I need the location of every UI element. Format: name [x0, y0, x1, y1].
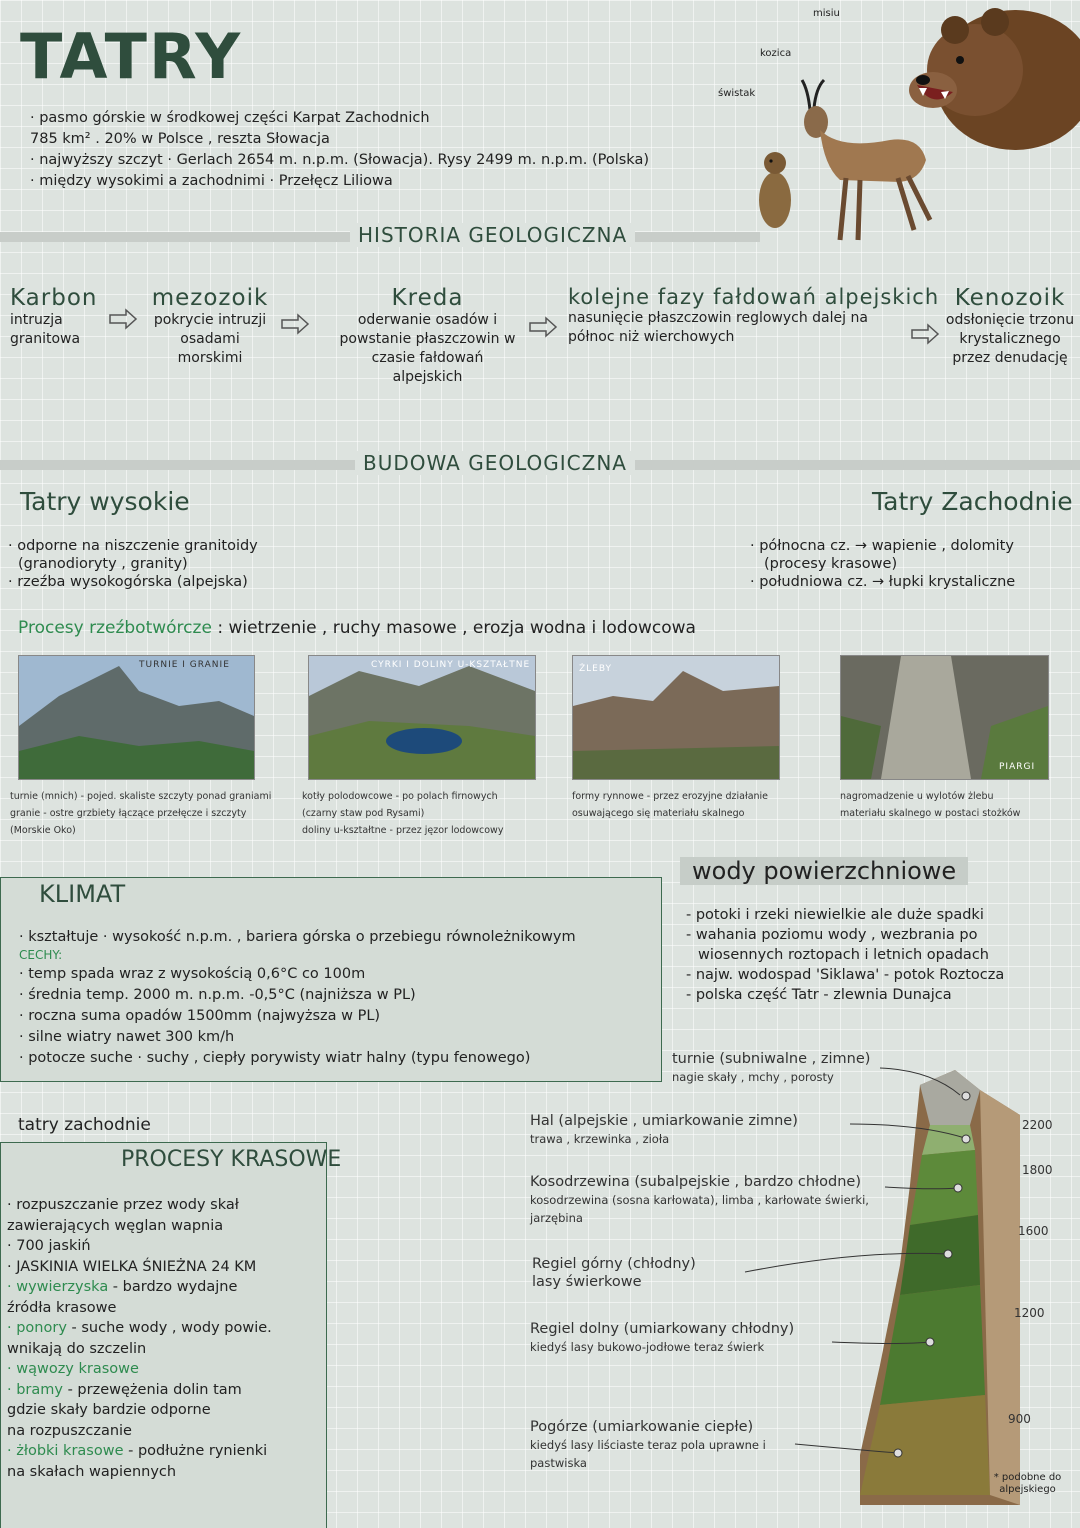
karst-desc: - przewężenia dolin tam — [62, 1381, 242, 1398]
zone-desc: trawa , krzewinka , zioła — [530, 1132, 670, 1146]
arrow-right-icon — [280, 313, 310, 335]
chamois-image — [780, 70, 940, 250]
era-desc: odsłonięcie trzonu krystalicznego przez denudację — [945, 312, 1075, 366]
photo-label: TURNIE I GRANIE — [139, 660, 230, 670]
caption-zleby — [572, 788, 802, 822]
karst-term: · wąwozy krasowe — [7, 1361, 139, 1377]
photo-label: CYRKI I DOLINY U-KSZTAŁTNE — [371, 660, 531, 670]
high-tatras-list — [8, 537, 258, 591]
marmot-image — [755, 145, 795, 230]
bear-label: misiu — [813, 8, 840, 19]
caption-line: granie - ostre grzbiety łączące przełęcze i szczyty — [10, 808, 247, 819]
processes-line — [18, 618, 696, 638]
intro-line: · najwyższy szczyt · Gerlach 2654 m. n.p.m. (Słowacja). Rysy 2499 m. n.p.m. (Polska) — [30, 152, 649, 168]
karst-box — [0, 1142, 342, 1528]
zone-name: turnie (subniwalne , zimne) — [672, 1051, 871, 1067]
zone-name: Regiel dolny (umiarkowany chłodny) — [530, 1321, 795, 1337]
waters-list — [686, 905, 1004, 1005]
list-item — [7, 1400, 272, 1421]
photo-label: ŻLEBY — [579, 664, 613, 674]
zone-name: Kosodrzewina (subalpejskie , bardzo chłodne) — [530, 1174, 861, 1190]
karst-desc: - bardzo wydajne — [108, 1279, 238, 1295]
list-item: · silne wiatry nawet 300 km/h — [19, 1029, 235, 1045]
karst-term: · żłobki krasowe — [7, 1443, 124, 1459]
caption-line: materiału skalnego w postaci stożków — [840, 808, 1021, 819]
arrow-right-icon — [108, 308, 138, 330]
list-item: · południowa cz. → łupki krystaliczne — [750, 574, 1016, 590]
processes-text: : wietrzenie , ruchy masowe , erozja wodna i lodowcowa — [217, 618, 696, 638]
climate-cechy: CECHY: — [19, 948, 63, 962]
photo-turnie — [18, 655, 255, 780]
zone-hale — [530, 1112, 798, 1148]
intro-list — [30, 108, 649, 192]
list-item — [7, 1441, 272, 1462]
list-item: - polska część Tatr - zlewnia Dunajca — [686, 987, 952, 1003]
west-tatras-title: Tatry Zachodnie — [872, 487, 1073, 516]
caption-line: kotły polodowcowe - po polach firnowych — [302, 791, 498, 802]
caption-turnie — [10, 788, 300, 839]
zone-turnie — [672, 1050, 870, 1086]
karst-subtitle: tatry zachodnie — [18, 1115, 151, 1135]
caption-line: (Morskie Oko) — [10, 825, 76, 836]
list-item — [7, 1318, 272, 1339]
altitude-label: 1600 — [1018, 1224, 1049, 1238]
list-item — [7, 1298, 272, 1319]
arrow-right-icon — [910, 323, 940, 345]
list-item: wiosennych roztopach i letnich opadach — [698, 947, 989, 963]
list-item: · temp spada wraz z wysokością 0,6°C co 100m — [19, 966, 366, 982]
list-item: · północna cz. → wapienie , dolomity — [750, 538, 1014, 554]
arrow-right-icon — [528, 316, 558, 338]
marmot-label: świstak — [718, 88, 756, 99]
karst-title: PROCESY KRASOWE — [121, 1147, 342, 1172]
zone-desc: kiedyś lasy liściaste teraz pola uprawne i pastwiska — [530, 1438, 766, 1470]
era-name: Karbon — [10, 285, 98, 311]
caption-line: doliny u-kształtne - przez jęzor lodowcowy — [302, 825, 504, 836]
page-title: TATRY — [20, 20, 243, 93]
intro-line: · między wysokimi a zachodnimi · Przełęcz Liliowa — [30, 173, 393, 189]
era-desc: oderwanie osadów i powstanie płaszczowin w czasie fałdowań alpejskich — [339, 312, 516, 385]
karst-desc: na skałach wapiennych — [7, 1463, 177, 1480]
karst-desc: · 700 jaskiń — [7, 1238, 91, 1254]
caption-cyrki — [302, 788, 542, 839]
altitude-label: 1200 — [1014, 1306, 1045, 1320]
list-item: - wahania poziomu wody , wezbrania po — [686, 927, 978, 943]
karst-list — [7, 1195, 272, 1482]
intro-line: · pasmo górskie w środkowej części Karpat Zachodnich — [30, 110, 430, 126]
west-tatras-list — [750, 537, 1015, 591]
zone-name: Pogórze (umiarkowanie ciepłe) — [530, 1419, 754, 1435]
zone-name: Regiel górny (chłodny) — [532, 1256, 696, 1272]
list-item — [7, 1339, 272, 1360]
zone-pogorze — [530, 1418, 800, 1472]
era-alpine-folding — [568, 285, 940, 347]
list-item — [7, 1359, 272, 1380]
list-item: - najw. wodospad 'Siklawa' - potok Roztocza — [686, 967, 1005, 983]
list-item — [7, 1277, 272, 1298]
era-karbon — [10, 285, 105, 349]
era-name: mezozoik — [151, 285, 269, 311]
era-name: Kenozoik — [954, 285, 1066, 311]
zone-desc: nagie skały , mchy , porosty — [672, 1070, 834, 1084]
era-desc: nasunięcie płaszczowin reglowych dalej na północ niż wierchowych — [568, 310, 868, 345]
caption-piargi — [840, 788, 1075, 822]
era-kreda — [335, 285, 520, 387]
era-kenozoik — [945, 285, 1075, 368]
era-name: kolejne fazy fałdowań alpejskich — [568, 285, 940, 309]
list-item — [7, 1380, 272, 1401]
karst-desc: na rozpuszczanie — [7, 1422, 132, 1439]
karst-desc: wnikają do szczelin — [7, 1340, 147, 1357]
list-item — [7, 1216, 272, 1237]
caption-line: nagromadzenie u wylotów żlebu — [840, 791, 994, 802]
list-item: · średnia temp. 2000 m. n.p.m. -0,5°C (najniższa w PL) — [19, 987, 416, 1003]
chamois-label: kozica — [760, 48, 792, 59]
karst-desc: · rozpuszczanie przez wody skał — [7, 1197, 239, 1213]
altitude-label: 2200 — [1022, 1118, 1053, 1132]
zone-regiel-gorny — [532, 1255, 696, 1291]
karst-term: · bramy — [7, 1381, 63, 1398]
karst-term: · ponory — [7, 1320, 67, 1336]
list-item: · odporne na niszczenie granitoidy — [8, 538, 258, 554]
climate-box — [0, 877, 662, 1082]
diagram-note: * podobne do alpejskiego — [993, 1472, 1062, 1495]
climate-title: KLIMAT — [39, 880, 126, 908]
zone-desc: kiedyś lasy bukowo-jodłowe teraz świerk — [530, 1340, 765, 1354]
list-item: · rzeźba wysokogórska (alpejska) — [8, 574, 248, 590]
vegetation-zones-diagram — [840, 1065, 1020, 1510]
caption-line: turnie (mnich) - pojed. skaliste szczyty ponad graniami — [10, 791, 272, 802]
photo-zleby — [572, 655, 780, 780]
processes-label: Procesy rzeźbotwórcze — [18, 618, 212, 638]
era-name: Kreda — [391, 285, 464, 311]
zone-name: Hal (alpejskie , umiarkowanie zimne) — [530, 1113, 798, 1129]
zone-regiel-dolny — [530, 1320, 794, 1356]
altitude-label: 900 — [1008, 1412, 1031, 1426]
list-item: · roczna suma opadów 1500mm (najwyższa w PL) — [19, 1008, 381, 1024]
photo-cyrki — [308, 655, 536, 780]
list-item — [7, 1257, 272, 1278]
zone-desc: lasy świerkowe — [532, 1274, 642, 1290]
karst-desc: - podłużne rynienki — [123, 1443, 268, 1459]
karst-desc: źródła krasowe — [7, 1299, 117, 1316]
era-mezozoik — [150, 285, 270, 368]
zone-desc: kosodrzewina (sosna karłowata), limba , karłowate świerki, jarzębina — [530, 1193, 869, 1225]
intro-line: 785 km² . 20% w Polsce , reszta Słowacja — [30, 131, 330, 147]
altitude-label: 1800 — [1022, 1163, 1053, 1177]
list-item — [7, 1236, 272, 1257]
karst-desc: gdzie skały bardzie odporne — [7, 1402, 211, 1418]
list-item — [7, 1462, 272, 1483]
zone-kosodrzewina — [530, 1173, 875, 1227]
list-item — [7, 1195, 272, 1216]
high-tatras-title: Tatry wysokie — [20, 487, 190, 516]
photo-label: PIARGI — [999, 762, 1036, 772]
karst-desc: - suche wody , wody powie. — [66, 1320, 272, 1336]
list-item: · kształtuje · wysokość n.p.m. , bariera górska o przebiegu równoleżnikowym — [19, 929, 576, 945]
history-heading: HISTORIA GEOLOGICZNA — [350, 223, 635, 247]
list-item: (procesy krasowe) — [764, 556, 898, 572]
structure-heading: BUDOWA GEOLOGICZNA — [355, 451, 635, 475]
karst-desc: · JASKINIA WIELKA ŚNIEŻNA 24 KM — [7, 1258, 257, 1275]
waters-title: wody powierzchniowe — [680, 857, 968, 885]
era-desc: intruzja granitowa — [10, 312, 81, 347]
photo-piargi — [840, 655, 1049, 780]
karst-term: · wywierzyska — [7, 1279, 109, 1295]
era-desc: pokrycie intruzji osadami morskimi — [153, 312, 267, 366]
list-item: · potocze suche · suchy , ciepły porywisty wiatr halny (typu fenowego) — [19, 1050, 531, 1066]
caption-line: (czarny staw pod Rysami) — [302, 808, 425, 819]
list-item — [7, 1421, 272, 1442]
list-item: (granodioryty , granity) — [18, 556, 188, 572]
karst-desc: zawierających węglan wapnia — [7, 1217, 224, 1234]
climate-list — [19, 928, 576, 1069]
caption-line: formy rynnowe - przez erozyjne działanie — [572, 791, 769, 802]
list-item: - potoki i rzeki niewielkie ale duże spadki — [686, 907, 984, 923]
caption-line: osuwającego się materiału skalnego — [572, 808, 745, 819]
